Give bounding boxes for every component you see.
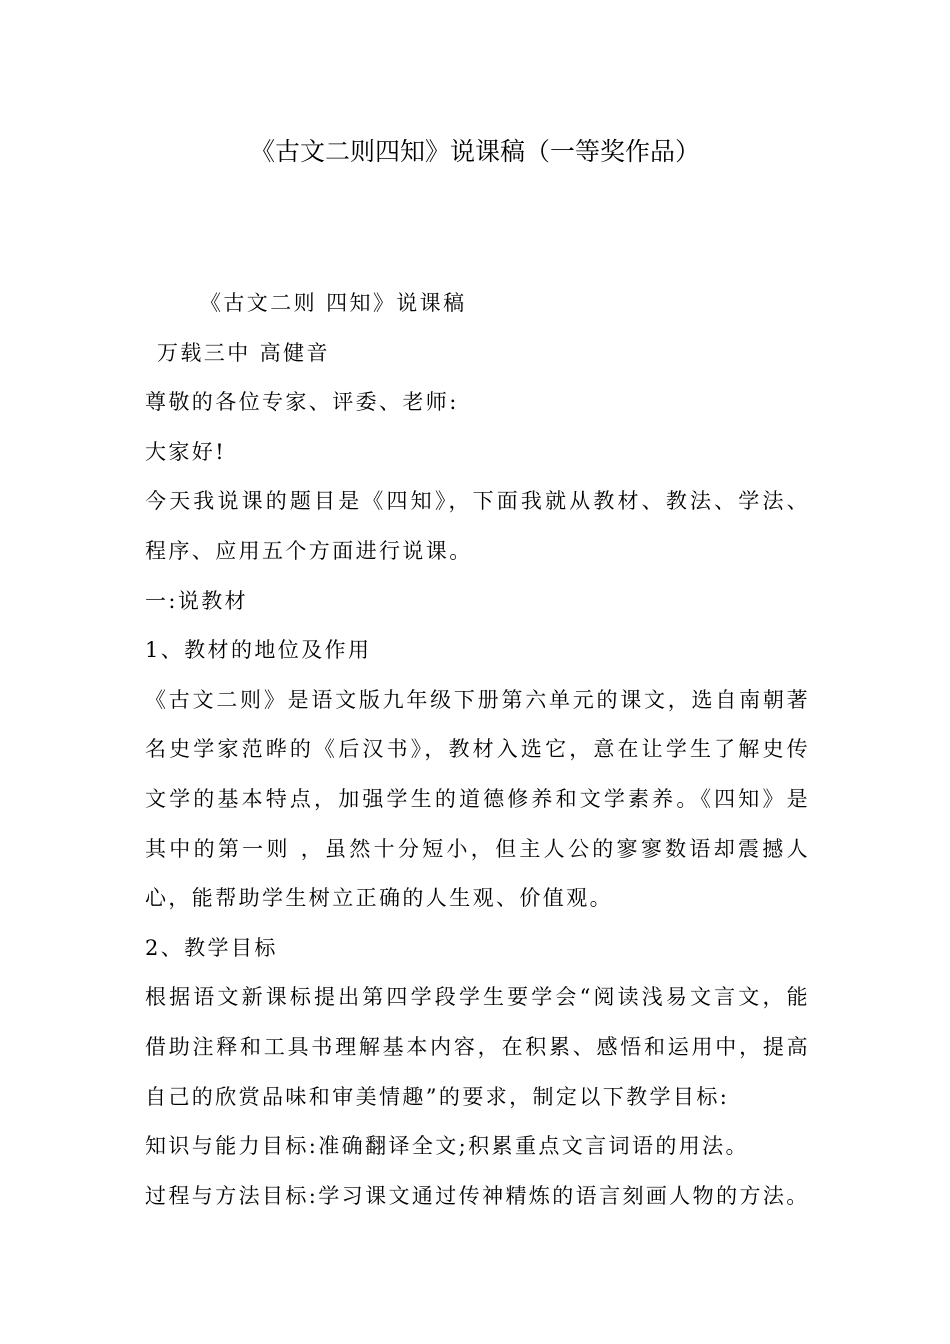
author-line: 万载三中 高健音 — [157, 340, 330, 365]
process-goal-paragraph: 过程与方法目标:学习课文通过传神精炼的语言刻画人物的方法。 — [145, 1183, 810, 1208]
section-heading-textbook: 一:说教材 — [145, 588, 249, 613]
document-body — [145, 279, 810, 1221]
document-title: 《古文二则四知》说课稿（一等奖作品） — [249, 137, 700, 166]
subsection-heading-goals: 2、教学目标 — [145, 935, 278, 960]
goals-paragraph: 根据语文新课标提出第四学段学生要学会“阅读浅易文言文，能借助注释和工具书理解基本内容，在积累、感悟和运用中，提高自己的欣赏品味和审美情趣”的要求，制定以下教学目标: — [145, 985, 810, 1109]
role-paragraph: 《古文二则》是语文版九年级下册第六单元的课文，选自南朝著名史学家范晔的《后汉书》，教材入选它，意在让学生了解史传文学的基本特点，加强学生的道德修养和文学素养。《四知》是其中的第一则 ，虽然十分短小，但主人公的寥寥数语却震撼人心，能帮助学生树立正确的人生观、价值观。 — [145, 687, 810, 911]
intro-paragraph: 今天我说课的题目是《四知》，下面我就从教材、教法、学法、程序、应用五个方面进行说课。 — [145, 489, 810, 563]
lesson-subtitle: 《古文二则 四知》说课稿 — [200, 291, 467, 315]
subsection-heading-role: 1、教材的地位及作用 — [145, 638, 372, 663]
hello-paragraph: 大家好! — [145, 439, 227, 464]
greeting-paragraph: 尊敬的各位专家、评委、老师: — [145, 390, 459, 415]
knowledge-goal-paragraph: 知识与能力目标:准确翻译全文;积累重点文言词语的用法。 — [145, 1134, 749, 1159]
